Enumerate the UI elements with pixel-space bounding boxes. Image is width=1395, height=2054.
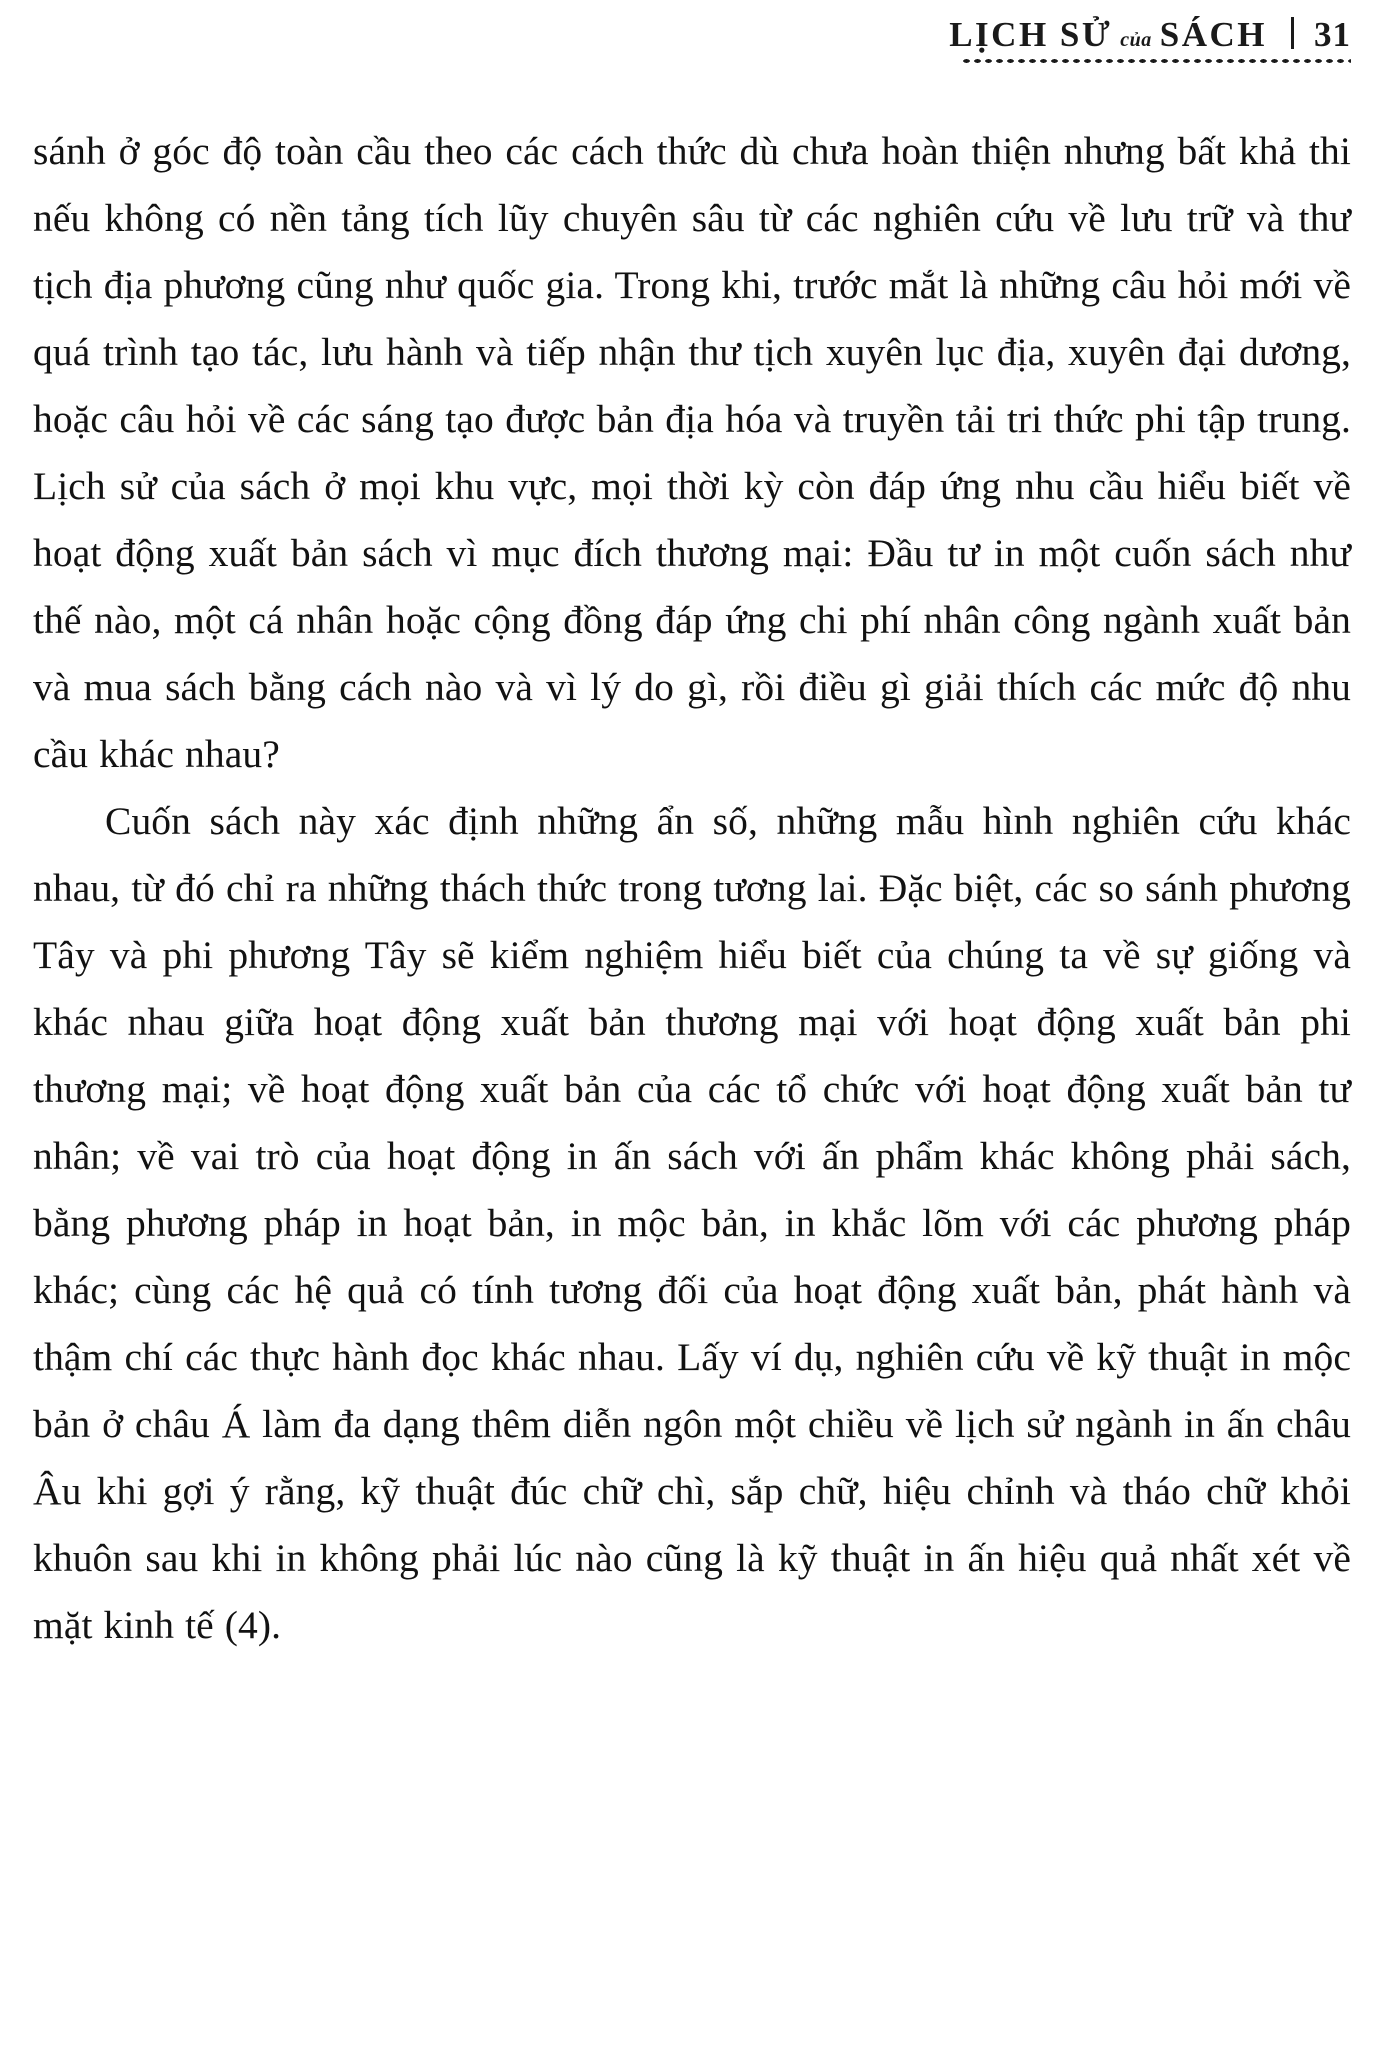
running-head-title-italic: của xyxy=(1120,29,1152,51)
running-head-title-main-2: SÁCH xyxy=(1159,15,1267,54)
page-body xyxy=(33,118,1351,1659)
running-head-title-main-1: LỊCH SỬ xyxy=(949,15,1113,54)
running-head xyxy=(0,0,1395,78)
running-head-separator-rule xyxy=(1291,17,1294,49)
paragraph-new: Cuốn sách này xác định những ẩn số, những mẫu hình nghiên cứu khác nhau, từ đó chỉ ra những thách thức trong tương lai. Đặc biệt, các so sánh phương Tây và phi phương Tây sẽ kiểm nghiệm hiểu biết của chúng ta về sự giống và khác nhau giữa hoạt động xuất bản thương mại với hoạt động xuất bản phi thương mại; về hoạt động xuất bản của các tổ chức với hoạt động xuất bản tư nhân; về vai trò của hoạt động in ấn sách với ấn phẩm khác không phải sách, bằng phương pháp in hoạt bản, in mộc bản, in khắc lõm với các phương pháp khác; cùng các hệ quả có tính tương đối của hoạt động xuất bản, phát hành và thậm chí các thực hành đọc khác nhau. Lấy ví dụ, nghiên cứu về kỹ thuật in mộc bản ở châu Á làm đa dạng thêm diễn ngôn một chiều về lịch sử ngành in ấn châu Âu khi gợi ý rằng, kỹ thuật đúc chữ chì, sắp chữ, hiệu chỉnh và tháo chữ khỏi khuôn sau khi in không phải lúc nào cũng là kỹ thuật in ấn hiệu quả nhất xét về mặt kinh tế (4). xyxy=(33,799,1351,1647)
running-head-inner xyxy=(949,14,1351,55)
dotted-divider xyxy=(961,58,1351,64)
page-number: 31 xyxy=(1314,15,1351,54)
paragraph-continued: sánh ở góc độ toàn cầu theo các cách thức dù chưa hoàn thiện nhưng bất khả thi nếu không có nền tảng tích lũy chuyên sâu từ các nghiên cứu về lưu trữ và thư tịch địa phương cũng như quốc gia. Trong khi, trước mắt là những câu hỏi mới về quá trình tạo tác, lưu hành và tiếp nhận thư tịch xuyên lục địa, xuyên đại dương, hoặc câu hỏi về các sáng tạo được bản địa hóa và truyền tải tri thức phi tập trung. Lịch sử của sách ở mọi khu vực, mọi thời kỳ còn đáp ứng nhu cầu hiểu biết về hoạt động xuất bản sách vì mục đích thương mại: Đầu tư in một cuốn sách như thế nào, một cá nhân hoặc cộng đồng đáp ứng chi phí nhân công ngành xuất bản và mua sách bằng cách nào và vì lý do gì, rồi điều gì giải thích các mức độ nhu cầu khác nhau? xyxy=(33,129,1351,776)
